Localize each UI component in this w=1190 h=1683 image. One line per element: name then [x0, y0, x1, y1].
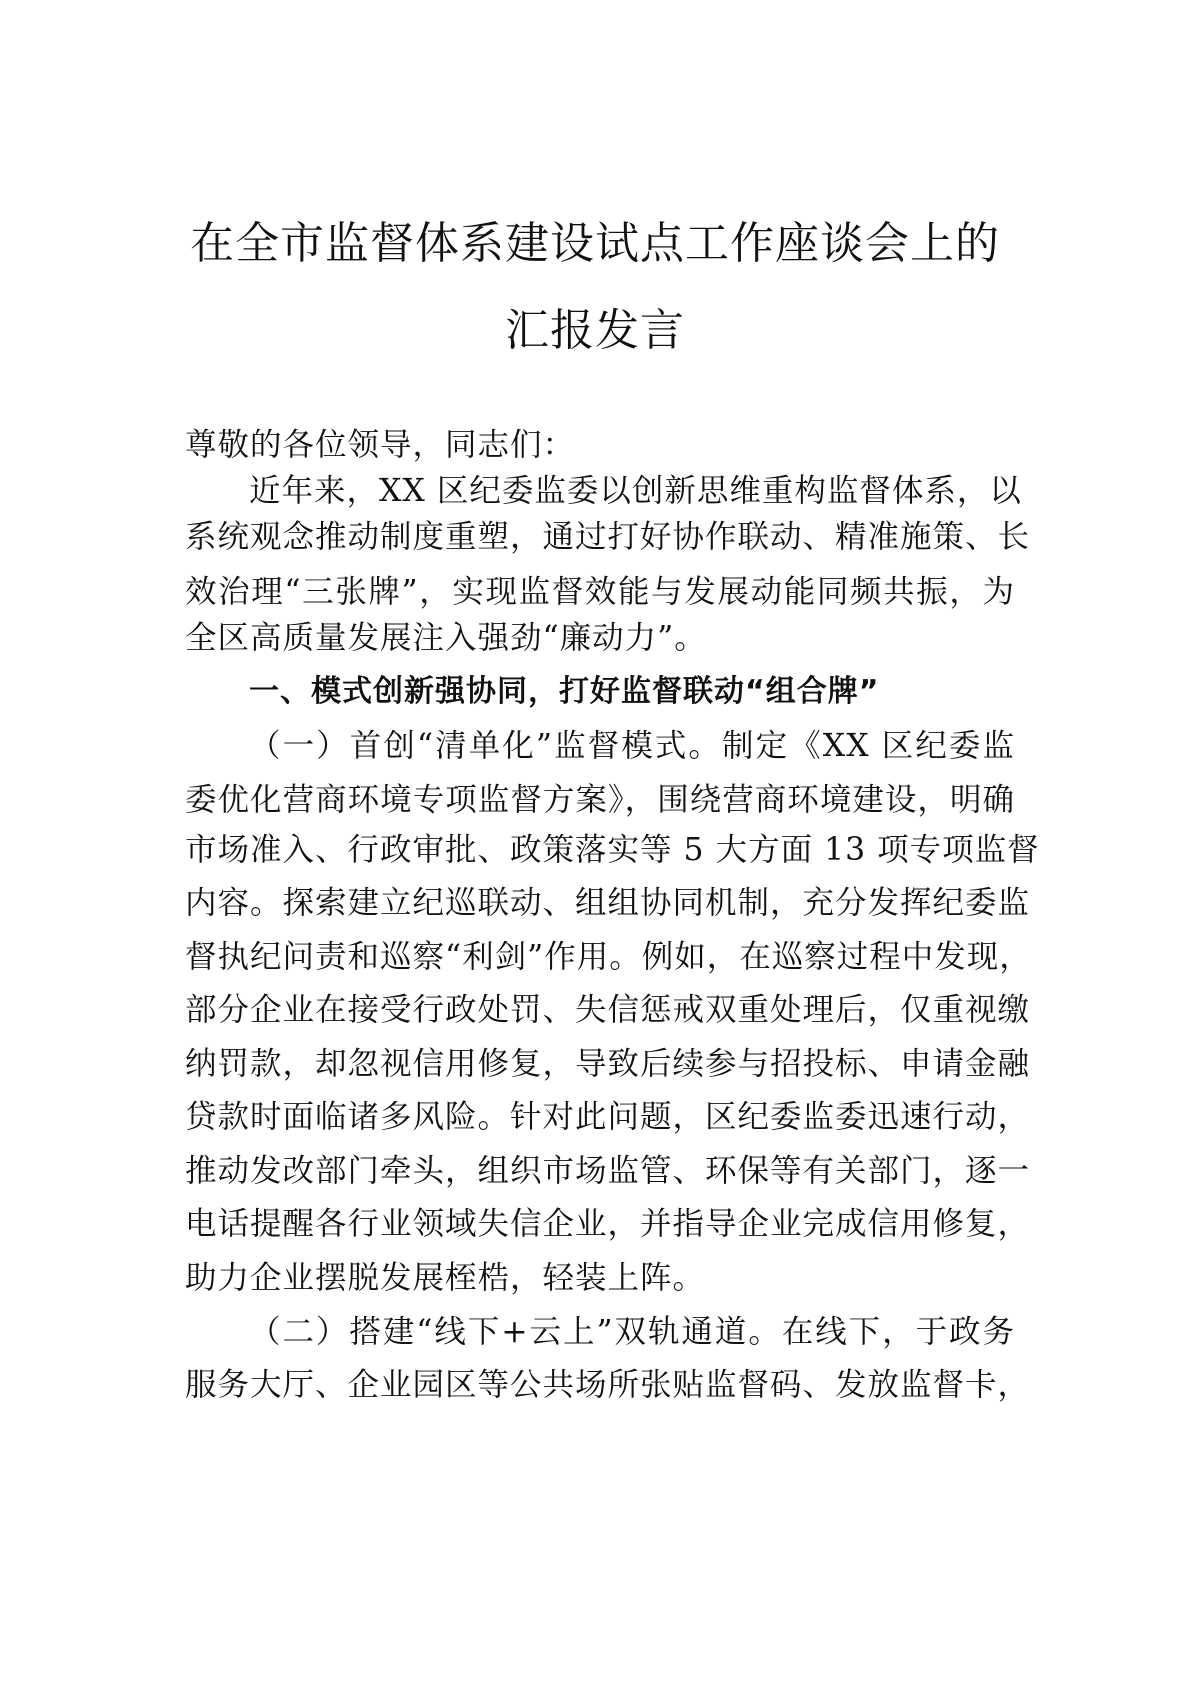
paragraph-line: 助力企业摆脱发展桎梏，轻装上阵。 — [185, 1260, 706, 1296]
paragraph-line: （一）首创“清单化”监督模式。制定《XX 区纪委监 — [249, 728, 1015, 764]
paragraph-line: 电话提醒各行业领域失信企业，并指导企业完成信用修复， — [185, 1206, 1031, 1242]
paragraph-line: 内容。探索建立纪巡联动、组组协同机制，充分发挥纪委监 — [185, 885, 1031, 921]
paragraph-line: 委优化营商环境专项监督方案》，围绕营商环境建设，明确 — [185, 782, 1015, 818]
intro-line: 全区高质量发展注入强劲“廉动力”。 — [185, 620, 707, 656]
intro-line: 近年来，XX 区纪委监委以创新思维重构监督体系，以 — [249, 473, 1022, 509]
paragraph-line: 部分企业在接受行政处罚、失信惩戒双重处理后，仅重视缴 — [185, 992, 1031, 1028]
document-title-line-1: 在全市监督体系建设试点工作座谈会上的 — [190, 218, 1000, 269]
paragraph-line: 纳罚款，却忽视信用修复，导致后续参与招投标、申请金融 — [185, 1046, 1031, 1082]
paragraph-line: （二）搭建“线下+云上”双轨通道。在线下，于政务 — [249, 1314, 1015, 1350]
salutation: 尊敬的各位领导，同志们： — [185, 427, 576, 463]
paragraph-line: 市场准入、行政审批、政策落实等 5 大方面 13 项专项监督 — [185, 832, 1040, 868]
paragraph-line: 督执纪问责和巡察“利剑”作用。例如，在巡察过程中发现， — [185, 939, 1032, 975]
paragraph-line: 推动发改部门牵头，组织市场监管、环保等有关部门，逐一 — [185, 1153, 1031, 1189]
intro-line: 效治理“三张牌”，实现监督效能与发展动能同频共振，为 — [185, 574, 1015, 610]
intro-line: 系统观念推动制度重塑，通过打好协作联动、精准施策、长 — [185, 519, 1031, 555]
document-title-line-2: 汇报发言 — [505, 305, 685, 356]
paragraph-line: 服务大厅、企业园区等公共场所张贴监督码、发放监督卡， — [185, 1367, 1031, 1403]
section-heading: 一、模式创新强协同，打好监督联动“组合牌” — [249, 674, 880, 709]
paragraph-line: 贷款时面临诸多风险。针对此问题，区纪委监委迅速行动， — [185, 1099, 1031, 1135]
